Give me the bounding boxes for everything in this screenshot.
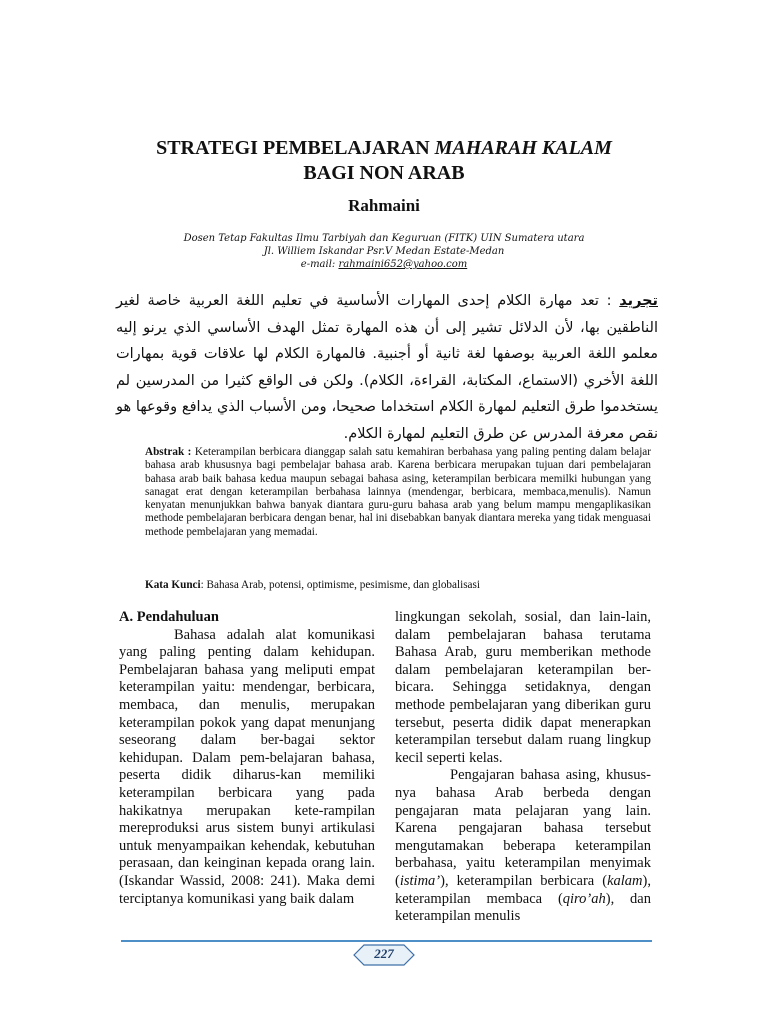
author-name: Rahmaini <box>348 196 420 215</box>
term-kalam: kalam <box>607 872 643 889</box>
paragraph <box>395 767 651 925</box>
email-link[interactable]: rahmaini652@yahoo.com <box>338 259 468 270</box>
footer-rule <box>121 940 652 942</box>
keywords-text: : Bahasa Arab, potensi, optimisme, pesimisme, dan globalisasi <box>200 579 480 591</box>
term-istima: istima’ <box>399 872 441 889</box>
paragraph-segment: ), dan keterampilan menulis <box>395 890 651 925</box>
paragraph: Bahasa adalah alat komunikasi yang paling penting dalam kehidupan. Pembelajaran bahasa yang meliputi empat keterampilan yaitu: mendengar, berbicara, membaca, dan menulis, merupakan keterampilan pokok yang dapat menunjang seseorang dalam ber-bagai sektor kehidupan. Dalam pem-belajaran bahasa, peserta didik diharus-kan memiliki keterampilan berbicara yang pada hakikatnya merupakan kete-rampilan mereproduksi arus sistem bunyi artikulasi untuk menyampaikan kehendak, kebutuhan perasaan, dan keinginan kepada orang lain. (Iskandar Wassid, 2008: 241). Maka demi terciptanya komunikasi yang baik dalam <box>119 626 375 907</box>
body-column-left <box>119 609 375 908</box>
body-column-right <box>395 609 651 926</box>
paragraph-segment: ), keterampilan membaca ( <box>395 872 651 907</box>
page-number: 227 <box>374 946 394 961</box>
keywords-label: Kata Kunci <box>145 579 201 591</box>
paragraph: lingkungan sekolah, sosial, dan lain-lain, dalam pembelajaran bahasa terutama Bahasa Arab, guru memberikan methode dalam pembelajaran keterampilan ber-bicara. Sehingga setidaknya, dengan methode pembelajaran yang diberikan guru tersebut, peserta didik dapat menerapkan keterampilan tersebut dalam ruang lingkup kecil seperti kelas. <box>395 609 651 766</box>
arabic-abstract-label: تجريد <box>619 293 658 309</box>
email-label: e-mail: <box>300 259 339 270</box>
keywords <box>145 578 651 592</box>
author-affiliation <box>0 232 768 271</box>
title-italic: MAHARAH KALAM <box>434 137 612 159</box>
affiliation-email-line <box>0 258 768 271</box>
title-line-2: BAGI NON ARAB <box>303 162 465 184</box>
article-title <box>0 136 768 186</box>
section-heading: A. Pendahuluan <box>119 609 219 625</box>
arabic-abstract-text: : تعد مهارة الكلام إحدى المهارات الأساسية في تعليم اللغة العربية خاصة لغير الناطقين بها، لأن الدلائل تشير إلى أن هذه المهارة تمثل الهدف الأساسي الذي يرنو إليه معلمو اللغة العربية بوصفها لغة ثانية أو أجنبية. فالمهارة الكلام لها علاقات قوية بمهارات اللغة الأخري (الاستماع، المكتابة، القراءة، الكلام). ولكن فى الواقع كثيرا من المدرسين لم يستخدموا طرق التعليم لمهارة الكلام استخداما صحيحا، ومن الأسباب الذي يدافع وقوعها هو نقص معرفة المدرس عن طرق التعليم لمهارة الكلام. <box>116 293 658 442</box>
term-qiroah: qiro’ah <box>562 890 606 907</box>
abstract-label: Abstrak : <box>145 446 192 458</box>
paragraph-segment: Pengajaran bahasa asing, khusus-nya bahasa Arab berbeda dengan pengajaran mata pelajaran yang lain. Karena pengajaran bahasa tersebut mengutamakan beberapa keterampilan berbahasa, yaitu keterampilan menyimak ( <box>395 767 651 889</box>
arabic-abstract <box>116 288 658 447</box>
affiliation-line-2: Jl. Williem Iskandar Psr.V Medan Estate-Medan <box>263 246 505 257</box>
title-line-1 <box>0 136 768 161</box>
title-plain: STRATEGI PEMBELAJARAN <box>156 137 435 159</box>
abstract <box>145 446 651 539</box>
paragraph-segment: ), keterampilan berbicara ( <box>440 872 608 889</box>
abstract-text: Keterampilan berbicara dianggap salah satu kemahiran berbahasa yang paling penting dalam belajar bahasa arab khususnya bagi pembelajar bahasa arab. Karena berbicara merupakan tujuan dari pembelajaran bahasa arab baik bahasa kedua maupun sebagai bahasa asing, keterampilan berbicara memilki hubungan yang sanagat erat dengan keterampilan berbahasa lainnya (mendengar, berbicara, membaca,menulis). Namun kenyatan menunjukkan bahwa banyak diantara guru-guru bahasa arab yang belum mampu mengaplikasikan methode pembelajaran berbicara dengan benar, hal ini disebabkan banyak diantara mereka yang tidak menguasai methode pembelajaran yang memadai. <box>145 446 651 538</box>
affiliation-line-1: Dosen Tetap Fakultas Ilmu Tarbiyah dan Keguruan (FITK) UIN Sumatera utara <box>183 233 585 244</box>
